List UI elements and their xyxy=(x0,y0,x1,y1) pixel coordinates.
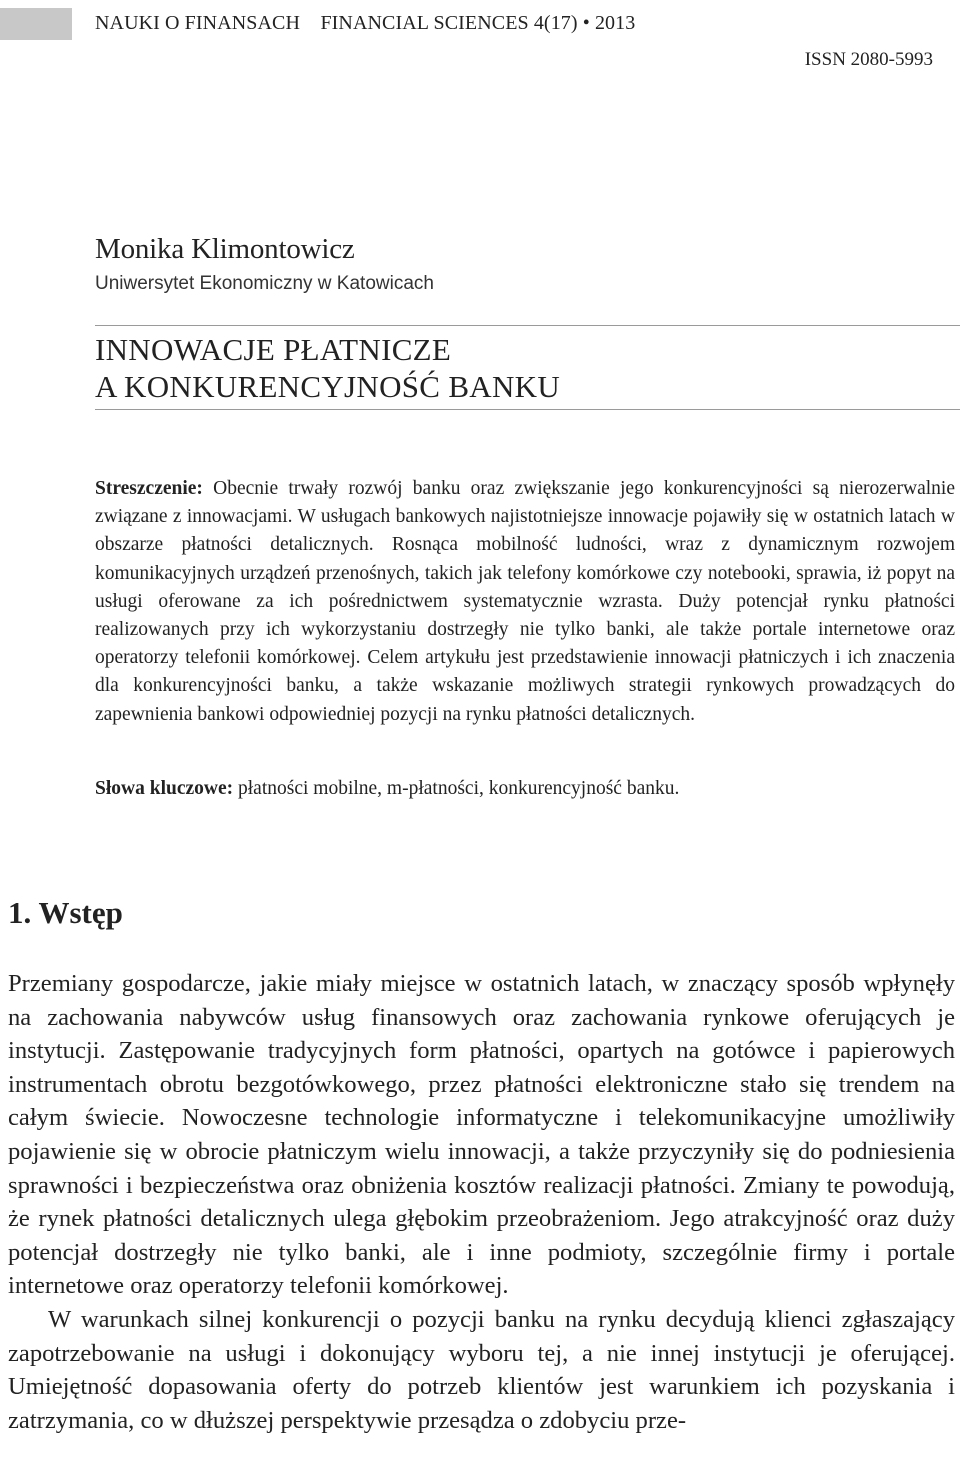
body-paragraph: W warunkach silnej konkurencji o pozycji banku na rynku decydują klienci zgłaszający zapotrzebowanie na usługi i dokonujący wyboru tej, a nie innej instytucji je oferującej. Umiejętność dopasowania oferty do potrzeb klientów jest warunkiem ich pozyskania i zatrzymania, co w dłuższej perspektywie przesądza o zdobyciu prze- xyxy=(8,1305,955,1434)
body-paragraph: Przemiany gospodarcze, jakie miały miejsce w ostatnich latach, w znaczący sposób wpłynęły na zachowania nabywców usług finansowych oraz zachowania rynkowe oferujących je instytucji. Zastępowanie tradycyjnych form płatności, opartych na gotówce i papierowych instrumentach obrotu bezgotówkowego, przez płatności elektroniczne stało się trendem na całym świecie. Nowoczesne technologie informatyczne i telekomunikacyjne umożliwiły pojawienie się w obrocie płatniczym wielu innowacji, a także przyczyniły się do podniesienia sprawności i bezpieczeństwa oraz obniżenia kosztów realizacji płatności. Zmiany te powodują, że rynek płatności detalicznych ulega głębokim przeobrażeniom. Jego atrakcyjność oraz duży potencjał dostrzegły nie tylko banki, ale i inne podmioty, szczególnie firmy i portale internetowe oraz operatorzy telefonii komórkowej. xyxy=(8,970,955,1300)
title-rule-top xyxy=(95,325,960,326)
title-rule-bottom xyxy=(95,409,960,410)
header-gray-block xyxy=(0,8,72,40)
article-title-line: A KONKURENCYJNOŚĆ BANKU xyxy=(95,369,561,404)
abstract-label: Streszczenie: xyxy=(95,478,203,499)
abstract-text: Obecnie trwały rozwój banku oraz zwiększanie jego konkurencyjności są nierozerwalnie związane z innowacjami. W usługach bankowych najistotniejsze innowacje pojawiły się w ostatnich latach w obszarze płatności detalicznych. Rosnąca mobilność ludności, wraz z dynamicznym rozwojem komunikacyjnych urządzeń przenośnych, takich jak telefony komórkowe czy notebooki, sprawia, iż popyt na usługi oferowane za ich pośrednictwem systematycznie wzrasta. Duży potencjał rynku płatności realizowanych przy ich wykorzystaniu dostrzegły nie tylko banki, ale także portale internetowe oraz operatorzy telefonii komórkowej. Celem artykułu jest przedstawienie innowacji płatniczych i ich znaczenia dla konkurencyjności banku, a także wskazanie możliwych strategii rynkowych prowadzących do zapewnienia bankowi odpowiedniej pozycji na rynku płatności detalicznych. xyxy=(95,478,955,725)
journal-header xyxy=(0,8,960,40)
abstract xyxy=(95,475,955,729)
article-title-line: INNOWACJE PŁATNICZE xyxy=(95,332,452,367)
author-name: Monika Klimontowicz xyxy=(95,233,355,265)
keywords-text: płatności mobilne, m-płatności, konkurencyjność banku. xyxy=(233,778,680,799)
keywords xyxy=(95,775,955,803)
issn-number: ISSN 2080-5993 xyxy=(804,49,933,70)
section-heading: 1. Wstęp xyxy=(8,895,123,930)
journal-title: NAUKI O FINANSACH FINANCIAL SCIENCES 4(17) • 2013 xyxy=(95,12,636,34)
keywords-label: Słowa kluczowe: xyxy=(95,778,234,799)
author-affiliation: Uniwersytet Ekonomiczny w Katowicach xyxy=(95,273,434,294)
article-title xyxy=(95,331,560,405)
section-body xyxy=(8,967,955,1437)
